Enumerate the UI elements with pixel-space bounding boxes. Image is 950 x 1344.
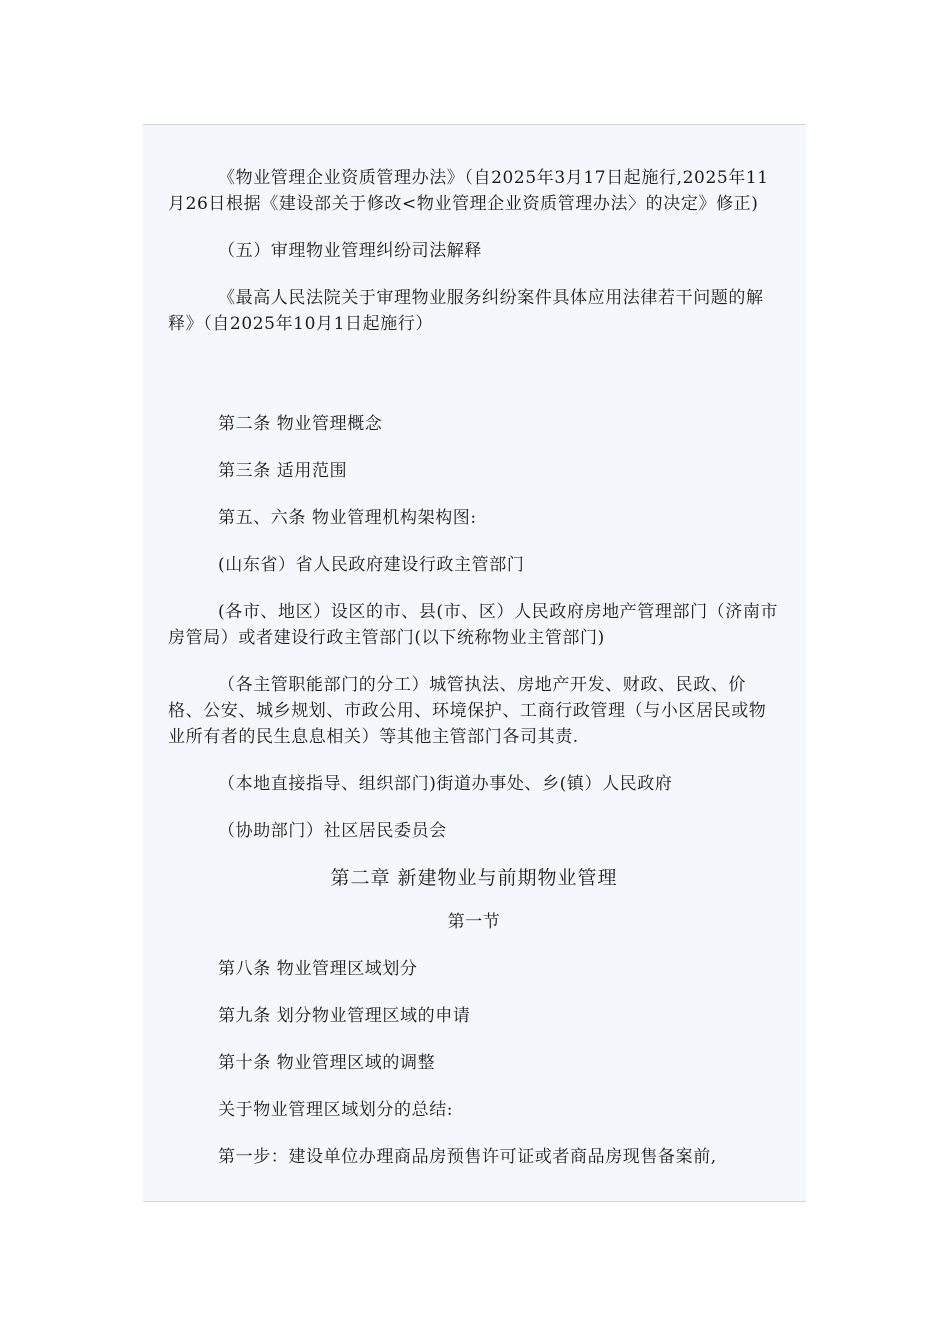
paragraph-regulation-qualification: 《物业管理企业资质管理办法》（自2025年3月17日起施行,2025年11月26日根据《建设部关于修改<物业管理企业资质管理办法〉的决定》修正) xyxy=(168,168,769,214)
paragraph-city-department: (各市、地区）设区的市、县(市、区）人民政府房地产管理部门（济南市房管局）或者建设行政主管部门(以下统称物业主管部门) xyxy=(168,602,779,648)
paragraph-article-10: 第十条 物业管理区域的调整 xyxy=(218,1053,436,1073)
paragraph-local-guidance: （本地直接指导、组织部门)街道办事处、乡(镇）人民政府 xyxy=(218,774,673,794)
document-page xyxy=(143,124,806,1202)
paragraph-supreme-court-interpretation: 《最高人民法院关于审理物业服务纠纷案件具体应用法律若干问题的解释》（自2025年10月1日起施行） xyxy=(168,288,764,334)
paragraph-judicial-interpretation-heading: （五）审理物业管理纠纷司法解释 xyxy=(218,241,482,261)
paragraph-assisting-department: （协助部门）社区居民委员会 xyxy=(218,821,447,841)
chapter-title: 第二章 新建物业与前期物业管理 xyxy=(330,867,618,889)
paragraph-summary-heading: 关于物业管理区域划分的总结: xyxy=(218,1100,454,1120)
document-content xyxy=(168,165,780,1191)
paragraph-article-3: 第三条 适用范围 xyxy=(218,461,348,481)
paragraph-step-one: 第一步：建设单位办理商品房预售许可证或者商品房现售备案前, xyxy=(218,1147,717,1167)
paragraph-department-division: （各主管职能部门的分工）城管执法、房地产开发、财政、民政、价格、公安、城乡规划、市政公用、环境保护、工商行政管理（与小区居民或物业所有者的民生息息相关）等其他主管部门各司其责. xyxy=(168,675,767,747)
paragraph-province-department: (山东省）省人民政府建设行政主管部门 xyxy=(218,555,525,575)
paragraph-article-5-6: 第五、六条 物业管理机构架构图: xyxy=(218,508,477,528)
paragraph-article-9: 第九条 划分物业管理区域的申请 xyxy=(218,1006,471,1026)
section-title: 第一节 xyxy=(447,912,501,932)
paragraph-article-2: 第二条 物业管理概念 xyxy=(218,414,383,434)
paragraph-article-8: 第八条 物业管理区域划分 xyxy=(218,959,418,979)
